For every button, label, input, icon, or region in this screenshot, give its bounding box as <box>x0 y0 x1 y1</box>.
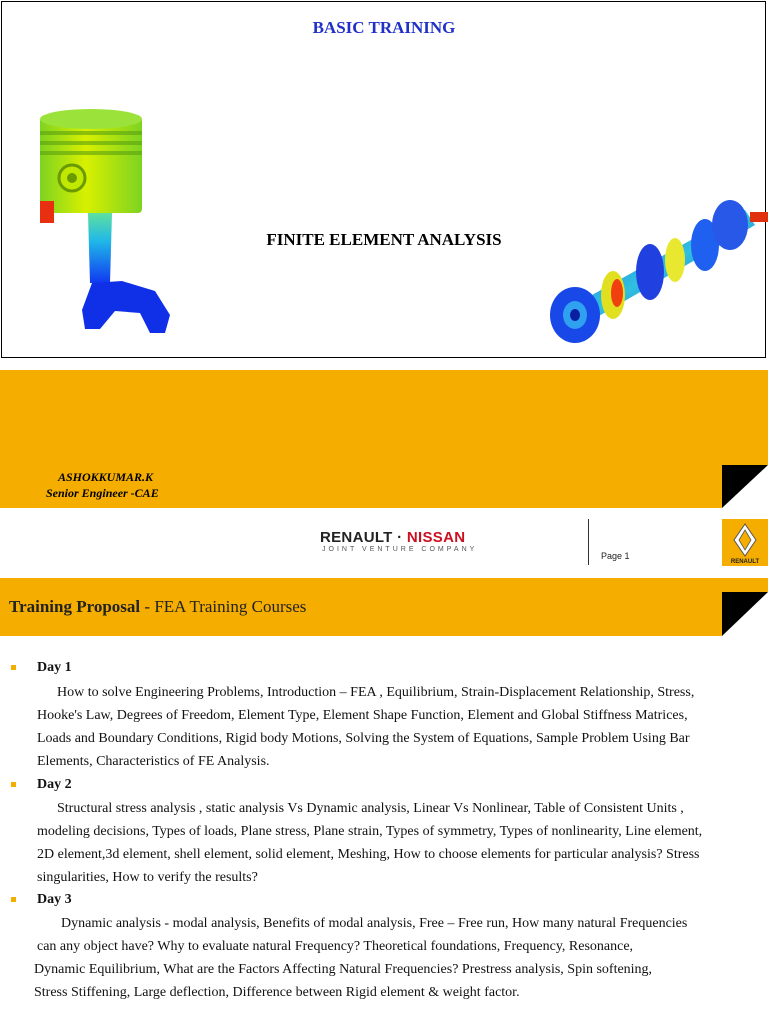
day-2-title: Day 2 <box>37 777 72 792</box>
footer-divider <box>588 519 589 565</box>
day-2-description: Structural stress analysis , static analysis Vs Dynamic analysis, Linear Vs Nonlinear, Table of Consistent Units , modeling decisions, Types of loads, Plane stress, Plane strain, Types of symmetry, Types of nonlinearity, Line element, 2D element,3d element, shell element, solid element, Meshing, How to choose elements for particular analysis? Stress singularities, How to verify the results? <box>37 801 703 885</box>
day-1-title: Day 1 <box>37 660 72 675</box>
bullet-icon <box>11 665 16 670</box>
day-1-description: How to solve Engineering Problems, Introduction – FEA , Equilibrium, Strain-Displacement Relationship, Stress, Hooke's Law, Degrees of Freedom, Element Type, Element Shape Function, Element and Global Stiffness Matrices, Loads and Boundary Conditions, Rigid body Motions, Solving the System of Equations, Sample Problem Using Bar Elements, Characteristics of FE Analysis. <box>37 685 695 769</box>
bullet-icon <box>11 782 16 787</box>
crankshaft-fea-image <box>545 190 768 350</box>
corner-triangle-icon <box>722 465 768 508</box>
svg-text:RENAULT: RENAULT <box>730 559 760 565</box>
author-name: ASHOKKUMAR.K <box>58 470 154 484</box>
slide-title: BASIC TRAINING <box>312 18 456 37</box>
proposal-heading: Training Proposal - FEA Training Courses <box>9 597 307 616</box>
piston-fea-image <box>30 105 180 340</box>
day-3-title: Day 3 <box>37 892 72 907</box>
renault-nissan-logo: RENAULT · NISSAN <box>320 529 466 546</box>
page-number: Page 1 <box>601 551 630 561</box>
author-role: Senior Engineer -CAE <box>46 486 159 500</box>
corner-triangle-icon <box>722 592 768 636</box>
logo-tagline: JOINT VENTURE COMPANY <box>322 546 478 553</box>
day-3-description: Dynamic analysis - modal analysis, Benefits of modal analysis, Free – Free run, How many natural Frequencies can any object have? Why to evaluate natural Frequency? Theoretical foundations, Frequency, Resonance, Dynamic Equilibrium, What are the Factors Affecting Natural Frequencies? Prestress analysis, Spin softening, Stress Stiffening, Large deflection, Difference between Rigid element & weight factor. <box>34 916 688 1000</box>
bullet-icon <box>11 897 16 902</box>
slide-subtitle: FINITE ELEMENT ANALYSIS <box>266 230 502 249</box>
renault-diamond-icon <box>722 519 768 566</box>
